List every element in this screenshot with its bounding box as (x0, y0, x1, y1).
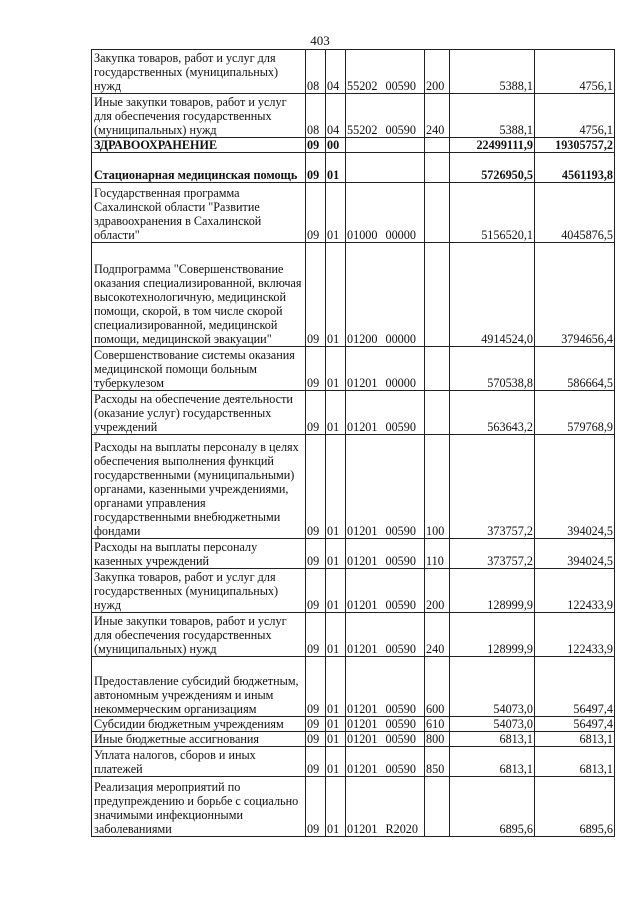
subsection-code-cell: 01 (326, 569, 346, 613)
section-code-cell: 09 (306, 153, 326, 183)
target-article-direction: 00000 (385, 332, 416, 346)
table-row (92, 539, 615, 569)
target-article-program: 01201 (347, 376, 378, 390)
target-article-program: 01201 (347, 524, 378, 538)
table-row (92, 613, 615, 657)
target-article-cell (346, 747, 425, 777)
target-article-cell (346, 183, 425, 243)
row-name-cell: ЗДРАВООХРАНЕНИЕ (92, 138, 306, 153)
target-article-program: 01201 (347, 702, 378, 716)
section-code-cell: 09 (306, 613, 326, 657)
row-name-cell: Закупка товаров, работ и услуг для государственных (муниципальных) нужд (92, 50, 306, 94)
expense-type-cell (425, 153, 450, 183)
amount-year1-cell: 22499111,9 (450, 138, 535, 153)
section-code-cell: 09 (306, 569, 326, 613)
section-code-cell: 09 (306, 657, 326, 717)
subsection-code-cell: 01 (326, 183, 346, 243)
amount-year2-cell: 394024,5 (535, 539, 615, 569)
amount-year1-cell: 5726950,5 (450, 153, 535, 183)
section-code-cell: 09 (306, 747, 326, 777)
table-row (92, 391, 615, 435)
table-row (92, 183, 615, 243)
expense-type-cell: 200 (425, 569, 450, 613)
table-row (92, 717, 615, 732)
subsection-code-cell: 01 (326, 435, 346, 539)
expense-type-cell: 800 (425, 732, 450, 747)
amount-year2-cell: 56497,4 (535, 717, 615, 732)
expense-type-cell: 100 (425, 435, 450, 539)
subsection-code-cell: 01 (326, 732, 346, 747)
amount-year2-cell: 579768,9 (535, 391, 615, 435)
row-name-cell: Иные закупки товаров, работ и услуг для обеспечения государственных (муниципальных) нужд (92, 613, 306, 657)
amount-year1-cell: 128999,9 (450, 569, 535, 613)
section-code-cell: 09 (306, 539, 326, 569)
target-article-direction: 00590 (385, 420, 416, 434)
amount-year2-cell: 122433,9 (535, 569, 615, 613)
subsection-code-cell: 01 (326, 613, 346, 657)
amount-year1-cell: 570538,8 (450, 347, 535, 391)
amount-year1-cell: 373757,2 (450, 435, 535, 539)
amount-year1-cell: 5388,1 (450, 50, 535, 94)
target-article-cell (346, 138, 425, 153)
target-article-cell (346, 435, 425, 539)
row-name-cell: Подпрограмма "Совершенствование оказания специализированной, включая высокотехнологичную, медицинской помощи, скорой, в том числе скорой специализированной, медицинской помощи, медицинской эвакуации" (92, 243, 306, 347)
amount-year2-cell: 19305757,2 (535, 138, 615, 153)
target-article-program: 01200 (347, 332, 378, 346)
target-article-program: 01201 (347, 420, 378, 434)
amount-year2-cell: 6813,1 (535, 732, 615, 747)
subsection-code-cell: 04 (326, 50, 346, 94)
expense-type-cell: 200 (425, 50, 450, 94)
target-article-cell (346, 94, 425, 138)
target-article-program: 01201 (347, 732, 378, 746)
target-article-direction: 00000 (385, 376, 416, 390)
amount-year1-cell: 563643,2 (450, 391, 535, 435)
section-code-cell: 09 (306, 732, 326, 747)
target-article-direction: 00000 (385, 228, 416, 242)
subsection-code-cell: 01 (326, 747, 346, 777)
target-article-program: 01000 (347, 228, 378, 242)
target-article-direction: R2020 (385, 822, 418, 836)
amount-year2-cell: 4561193,8 (535, 153, 615, 183)
amount-year2-cell: 6895,6 (535, 777, 615, 837)
row-name-cell: Реализация мероприятий по предупреждению и борьбе с социально значимыми инфекционными заболеваниями (92, 777, 306, 837)
amount-year1-cell: 373757,2 (450, 539, 535, 569)
target-article-program: 01201 (347, 642, 378, 656)
section-code-cell: 08 (306, 94, 326, 138)
subsection-code-cell: 01 (326, 347, 346, 391)
row-name-cell: Совершенствование системы оказания медицинской помощи больным туберкулезом (92, 347, 306, 391)
subsection-code-cell: 01 (326, 153, 346, 183)
table-row (92, 50, 615, 94)
table-row (92, 243, 615, 347)
target-article-program: 55202 (347, 79, 378, 93)
target-article-cell (346, 50, 425, 94)
target-article-direction: 00590 (385, 702, 416, 716)
table-row (92, 569, 615, 613)
amount-year2-cell: 56497,4 (535, 657, 615, 717)
table-row (92, 138, 615, 153)
section-code-cell: 09 (306, 347, 326, 391)
subsection-code-cell: 01 (326, 717, 346, 732)
row-name-cell: Расходы на обеспечение деятельности (оказание услуг) государственных учреждений (92, 391, 306, 435)
amount-year2-cell: 122433,9 (535, 613, 615, 657)
target-article-cell (346, 243, 425, 347)
amount-year1-cell: 6813,1 (450, 747, 535, 777)
target-article-direction: 00590 (385, 79, 416, 93)
amount-year1-cell: 6813,1 (450, 732, 535, 747)
row-name-cell: Государственная программа Сахалинской области "Развитие здравоохранения в Сахалинской области" (92, 183, 306, 243)
table-row (92, 347, 615, 391)
row-name-cell: Иные бюджетные ассигнования (92, 732, 306, 747)
target-article-program: 01201 (347, 554, 378, 568)
subsection-code-cell: 00 (326, 138, 346, 153)
page-number: 403 (310, 33, 330, 48)
target-article-direction: 00590 (385, 598, 416, 612)
expense-type-cell (425, 183, 450, 243)
table-row (92, 777, 615, 837)
subsection-code-cell: 01 (326, 243, 346, 347)
row-name-cell: Уплата налогов, сборов и иных платежей (92, 747, 306, 777)
target-article-cell (346, 613, 425, 657)
section-code-cell: 09 (306, 717, 326, 732)
section-code-cell: 08 (306, 50, 326, 94)
target-article-cell (346, 717, 425, 732)
expense-type-cell (425, 243, 450, 347)
target-article-program: 01201 (347, 598, 378, 612)
subsection-code-cell: 01 (326, 391, 346, 435)
subsection-code-cell: 01 (326, 539, 346, 569)
section-code-cell: 09 (306, 243, 326, 347)
row-name-cell: Расходы на выплаты персоналу в целях обеспечения выполнения функций государственными (муниципальными) органами, казенными учреждениями, органами управления государственными внебюджетными фондами (92, 435, 306, 539)
section-code-cell: 09 (306, 435, 326, 539)
target-article-direction: 00590 (385, 642, 416, 656)
target-article-cell (346, 732, 425, 747)
target-article-program: 01201 (347, 717, 378, 731)
target-article-cell (346, 569, 425, 613)
amount-year2-cell: 394024,5 (535, 435, 615, 539)
target-article-direction: 00590 (385, 762, 416, 776)
budget-table-body (92, 50, 615, 837)
row-name-cell: Стационарная медицинская помощь (92, 153, 306, 183)
target-article-program: 55202 (347, 123, 378, 137)
table-row (92, 657, 615, 717)
row-name-cell: Расходы на выплаты персоналу казенных учреждений (92, 539, 306, 569)
target-article-cell (346, 777, 425, 837)
row-name-cell: Предоставление субсидий бюджетным, автономным учреждениям и иным некоммерческим организациям (92, 657, 306, 717)
target-article-direction: 00590 (385, 717, 416, 731)
table-row (92, 153, 615, 183)
table-row (92, 747, 615, 777)
section-code-cell: 09 (306, 391, 326, 435)
amount-year1-cell: 5156520,1 (450, 183, 535, 243)
expense-type-cell: 240 (425, 613, 450, 657)
target-article-cell (346, 657, 425, 717)
target-article-cell (346, 153, 425, 183)
amount-year2-cell: 4756,1 (535, 50, 615, 94)
amount-year1-cell: 6895,6 (450, 777, 535, 837)
subsection-code-cell: 01 (326, 777, 346, 837)
expense-type-cell (425, 138, 450, 153)
amount-year1-cell: 54073,0 (450, 657, 535, 717)
section-code-cell: 09 (306, 183, 326, 243)
row-name-cell: Закупка товаров, работ и услуг для государственных (муниципальных) нужд (92, 569, 306, 613)
table-row (92, 435, 615, 539)
expense-type-cell (425, 391, 450, 435)
subsection-code-cell: 04 (326, 94, 346, 138)
target-article-program: 01201 (347, 822, 378, 836)
target-article-direction: 00590 (385, 732, 416, 746)
expense-type-cell: 110 (425, 539, 450, 569)
amount-year1-cell: 54073,0 (450, 717, 535, 732)
target-article-direction: 00590 (385, 123, 416, 137)
target-article-program: 01201 (347, 762, 378, 776)
expense-type-cell: 240 (425, 94, 450, 138)
target-article-cell (346, 391, 425, 435)
expense-type-cell: 610 (425, 717, 450, 732)
table-row (92, 732, 615, 747)
amount-year1-cell: 128999,9 (450, 613, 535, 657)
table-row (92, 94, 615, 138)
expense-type-cell: 850 (425, 747, 450, 777)
row-name-cell: Субсидии бюджетным учреждениям (92, 717, 306, 732)
section-code-cell: 09 (306, 138, 326, 153)
amount-year1-cell: 4914524,0 (450, 243, 535, 347)
amount-year2-cell: 3794656,4 (535, 243, 615, 347)
budget-table (91, 49, 615, 837)
section-code-cell: 09 (306, 777, 326, 837)
expense-type-cell (425, 777, 450, 837)
amount-year2-cell: 586664,5 (535, 347, 615, 391)
subsection-code-cell: 01 (326, 657, 346, 717)
expense-type-cell: 600 (425, 657, 450, 717)
expense-type-cell (425, 347, 450, 391)
target-article-direction: 00590 (385, 554, 416, 568)
target-article-cell (346, 539, 425, 569)
amount-year2-cell: 6813,1 (535, 747, 615, 777)
target-article-direction: 00590 (385, 524, 416, 538)
row-name-cell: Иные закупки товаров, работ и услуг для обеспечения государственных (муниципальных) нужд (92, 94, 306, 138)
amount-year2-cell: 4756,1 (535, 94, 615, 138)
amount-year1-cell: 5388,1 (450, 94, 535, 138)
amount-year2-cell: 4045876,5 (535, 183, 615, 243)
target-article-cell (346, 347, 425, 391)
